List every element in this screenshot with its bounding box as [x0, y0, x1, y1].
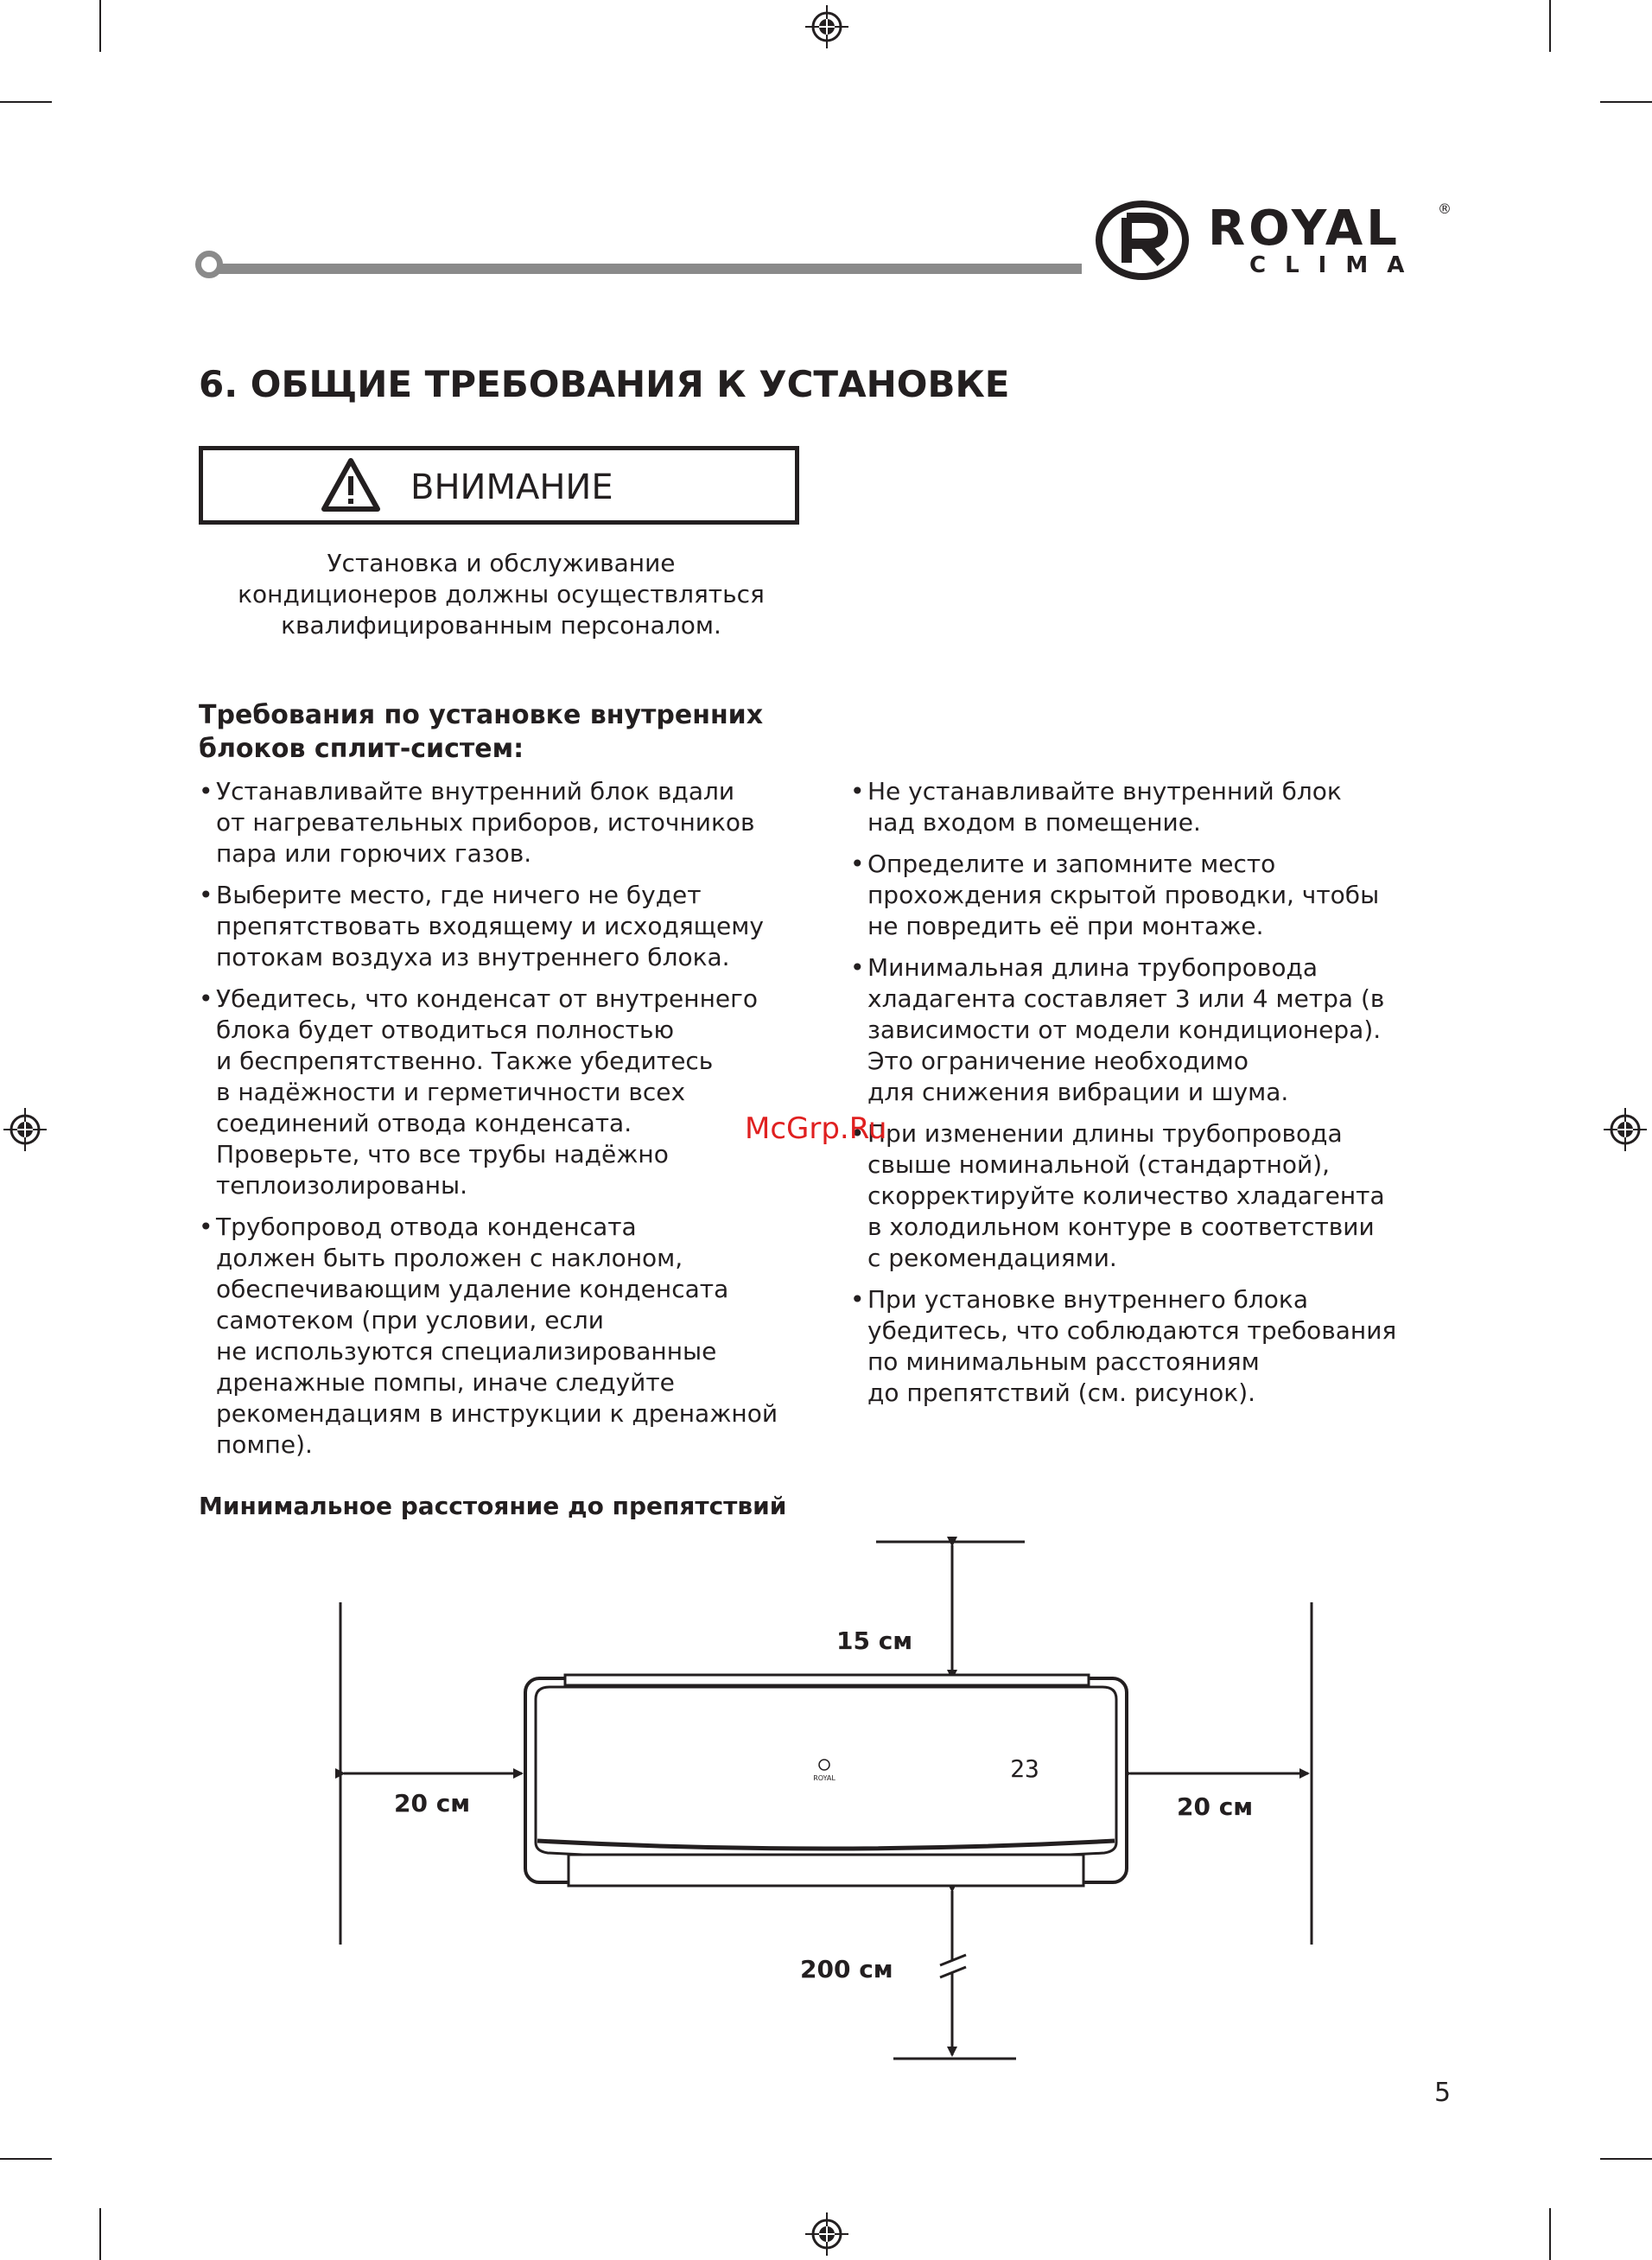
crop-mark: [1549, 2208, 1551, 2260]
brand-logo: [1096, 199, 1458, 285]
logo-sub-text: CLIMA: [1249, 252, 1424, 278]
header-rule-end-icon: [195, 251, 223, 278]
list-item: [850, 1284, 1446, 1409]
list-item: [199, 1212, 821, 1461]
list-line: теплоизолированы.: [216, 1171, 468, 1200]
warning-label: ВНИМАНИЕ: [410, 468, 613, 507]
list-line: соединений отвода конденсата.: [216, 1109, 632, 1137]
list-item: [199, 880, 821, 973]
list-line: самотеком (при условии, если: [216, 1306, 604, 1334]
requirements-heading: [199, 698, 763, 766]
list-line: по минимальным расстояниям: [867, 1347, 1260, 1376]
list-line: не используются специализированные: [216, 1337, 717, 1366]
list-line: • Выберите место, где ничего не будет: [216, 881, 702, 909]
list-item: [199, 984, 821, 1201]
list-line: с рекомендациями.: [867, 1244, 1117, 1272]
list-line: прохождения скрытой проводки, чтобы: [867, 881, 1380, 909]
right-clearance-label: 20 см: [1177, 1792, 1254, 1821]
registration-mark-icon: [805, 5, 848, 48]
list-line: для снижения вибрации и шума.: [867, 1078, 1289, 1106]
list-line: до препятствий (см. рисунок).: [867, 1378, 1256, 1407]
registration-mark-icon: [805, 2212, 848, 2256]
list-item: [850, 776, 1446, 838]
notice-line: Установка и обслуживание: [327, 549, 676, 577]
list-line: • Определите и запомните место: [867, 850, 1276, 878]
registration-mark-icon: [1604, 1108, 1647, 1151]
logo-brand-text: ROYAL: [1208, 201, 1401, 257]
list-line: и беспрепятственно. Также убедитесь: [216, 1047, 714, 1075]
list-line: • При изменении длины трубопровода: [867, 1119, 1343, 1148]
list-line: должен быть проложен с наклоном,: [216, 1244, 683, 1272]
list-line: хладагента составляет 3 или 4 метра (в: [867, 984, 1385, 1013]
list-line: в надёжности и герметичности всех: [216, 1078, 686, 1106]
crop-mark: [1549, 0, 1551, 52]
list-line: • Трубопровод отвода конденсата: [216, 1213, 637, 1241]
list-item: [850, 1118, 1446, 1274]
bottom-clearance-label: 200 см: [800, 1955, 893, 1983]
list-line: • Не устанавливайте внутренний блок: [867, 777, 1342, 805]
list-line: рекомендациям в инструкции к дренажной: [216, 1399, 778, 1428]
top-clearance-label: 15 см: [836, 1627, 913, 1655]
list-line: • Устанавливайте внутренний блок вдали: [216, 777, 735, 805]
page-title: 6. ОБЩИЕ ТРЕБОВАНИЯ К УСТАНОВКЕ: [199, 363, 1010, 405]
list-line: обеспечивающим удаление конденсата: [216, 1275, 729, 1303]
crop-mark: [99, 0, 101, 52]
logo-registered-mark: ®: [1438, 201, 1452, 217]
list-line: свыше номинальной (стандартной),: [867, 1150, 1331, 1179]
list-line: от нагревательных приборов, источников: [216, 808, 755, 837]
list-line: • Минимальная длина трубопровода: [867, 953, 1318, 982]
unit-logo-text: ROYAL: [813, 1774, 836, 1782]
list-line: • Убедитесь, что конденсат от внутреннего: [216, 984, 758, 1013]
list-line: Это ограничение необходимо: [867, 1047, 1249, 1075]
watermark: McGrp.Ru: [745, 1111, 887, 1146]
header-rule: [200, 264, 1082, 274]
list-line: препятствовать входящему и исходящему: [216, 912, 764, 940]
list-line: пара или горючих газов.: [216, 839, 532, 868]
list-line: в холодильном контуре в соответствии: [867, 1213, 1375, 1241]
indoor-unit: [525, 1675, 1127, 1886]
list-line: Проверьте, что все трубы надёжно: [216, 1140, 669, 1168]
list-line: зависимости от модели кондиционера).: [867, 1015, 1382, 1044]
list-line: не повредить её при монтаже.: [867, 912, 1264, 940]
crop-mark: [1600, 2158, 1652, 2160]
unit-display-text: 23: [1010, 1754, 1039, 1783]
list-line: блока будет отводиться полностью: [216, 1015, 675, 1044]
list-line: над входом в помещение.: [867, 808, 1201, 837]
warning-notice: [199, 548, 804, 641]
royal-r-logo-icon: [1096, 199, 1189, 282]
heading-line: блоков сплит-систем:: [199, 734, 524, 764]
list-line: убедитесь, что соблюдаются требования: [867, 1316, 1397, 1345]
list-item: [850, 849, 1446, 942]
list-line: скорректируйте количество хладагента: [867, 1181, 1385, 1210]
warning-banner: [199, 446, 799, 525]
notice-line: квалифицированным персоналом.: [281, 611, 721, 640]
registration-mark-icon: [3, 1108, 47, 1151]
requirements-list-left: [199, 776, 821, 1471]
list-item: [850, 952, 1446, 1108]
list-item: [199, 776, 821, 869]
notice-line: кондиционеров должны осуществляться: [238, 580, 765, 608]
page-number: 5: [1434, 2078, 1452, 2108]
crop-mark: [0, 2158, 52, 2160]
heading-line: Требования по установке внутренних: [199, 700, 764, 730]
crop-mark: [1600, 101, 1652, 103]
list-line: помпе).: [216, 1430, 313, 1459]
crop-mark: [99, 2208, 101, 2260]
left-clearance-label: 20 см: [394, 1789, 471, 1818]
list-line: потокам воздуха из внутреннего блока.: [216, 943, 730, 971]
diagram-heading: Минимальное расстояние до препятствий: [199, 1492, 787, 1520]
crop-mark: [0, 101, 52, 103]
warning-icon: [321, 457, 381, 512]
list-line: дренажные помпы, иначе следуйте: [216, 1368, 675, 1397]
list-line: • При установке внутреннего блока: [867, 1285, 1308, 1314]
requirements-list-right: [850, 776, 1446, 1419]
